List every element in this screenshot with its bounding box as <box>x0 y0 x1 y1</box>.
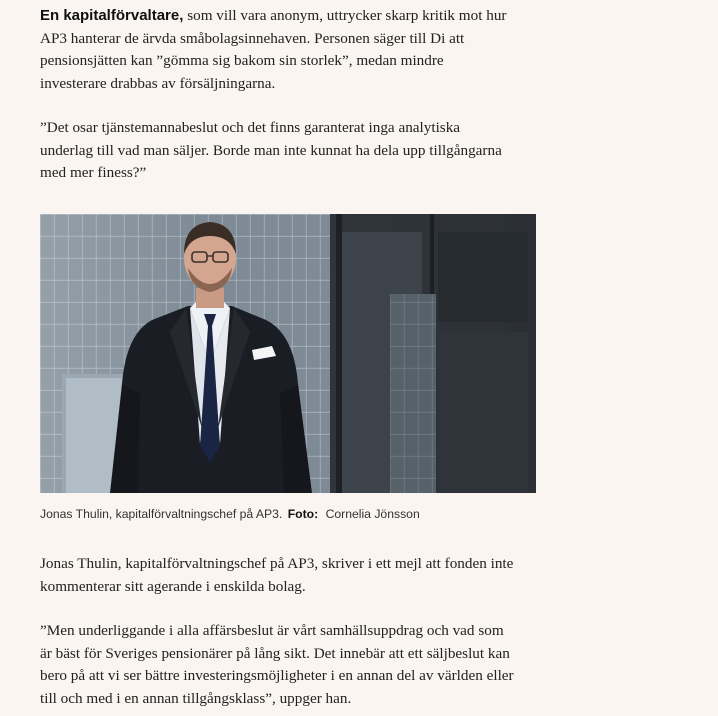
paragraph-3-line-1: Jonas Thulin, kapitalförvaltningschef på AP3, skriver i ett mejl att fonden inte <box>40 555 514 572</box>
photo-credit-label: Foto: <box>287 507 319 521</box>
photo-illustration <box>40 214 536 493</box>
paragraph-4-quote <box>40 620 540 710</box>
paragraph-4-line-1: ”Men underliggande i alla affärsbeslut är vårt samhällsuppdrag och vad som <box>40 622 504 639</box>
paragraph-4-line-2: är bäst för Sveriges pensionärer på lång sikt. Det innebär att ett säljbeslut kan <box>40 644 510 662</box>
paragraph-4-line-4: till och med i en annan tillgångsklass”, uppger han. <box>40 689 352 707</box>
paragraph-1-line-2: AP3 hanterar de ärvda småbolagsinnehaven. Personen säger till Di att <box>40 29 465 47</box>
paragraph-2-line-1: ”Det osar tjänstemannabeslut och det finns garanterat inga analytiska <box>40 119 461 136</box>
paragraph-2-line-3: med mer finess?” <box>40 164 147 181</box>
paragraph-1-line-1: som vill vara anonym, uttrycker skarp kritik mot hur <box>183 7 507 24</box>
photo-credit-name: Cornelia Jönsson <box>325 507 420 521</box>
paragraph-2-line-2: underlag till vad man säljer. Borde man inte kunnat ha dela upp tillgångarna <box>40 141 502 159</box>
paragraph-3 <box>40 553 540 598</box>
paragraph-2-quote <box>40 117 540 185</box>
paragraph-3-line-2: kommenterar sitt agerande i enskilda bolag. <box>40 577 306 595</box>
paragraph-1-line-4: investerare drabbas av försäljningarna. <box>40 74 276 92</box>
paragraph-1 <box>40 5 540 95</box>
paragraph-lead-in: En kapitalförvaltare, <box>40 7 184 24</box>
caption-text: Jonas Thulin, kapitalförvaltningschef på AP3. <box>40 507 283 521</box>
photo-caption <box>40 505 560 523</box>
portrait-photo[interactable] <box>40 214 536 493</box>
paragraph-1-line-3: pensionsjätten kan ”gömma sig bakom sin storlek”, medan mindre <box>40 52 444 69</box>
paragraph-4-line-3: bero på att vi ser bättre investeringsmöjligheter i en annan del av världen eller <box>40 667 514 684</box>
